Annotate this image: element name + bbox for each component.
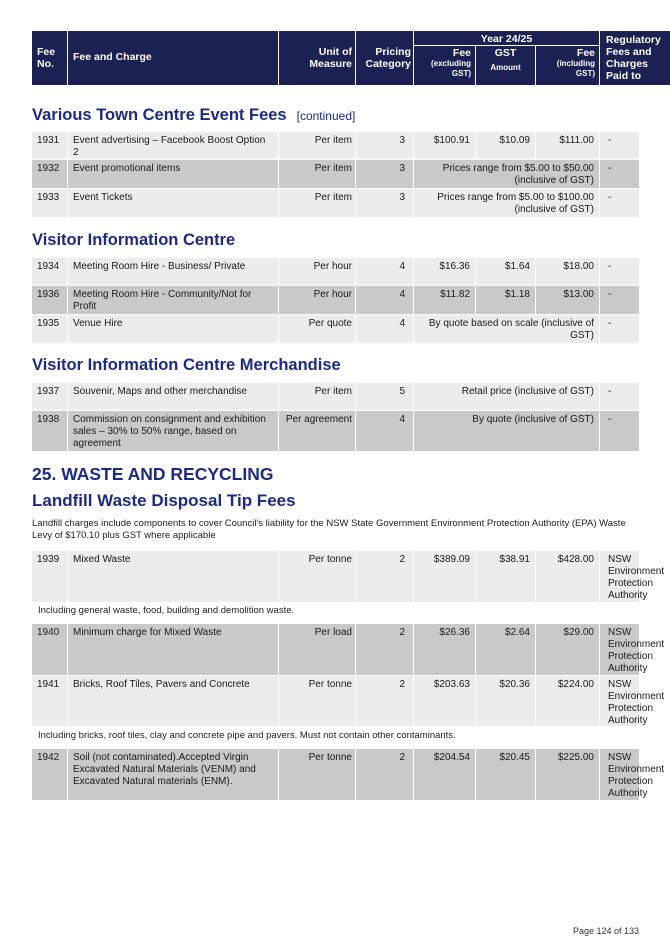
fee-incl-gst: $29.00 xyxy=(536,624,599,675)
pricing-category: 3 xyxy=(356,189,413,217)
fee-number: 1940 xyxy=(32,624,67,675)
price-range-text: By quote based on scale (inclusive of GST) xyxy=(414,315,599,343)
regulatory-paid-to: - xyxy=(600,132,639,159)
fee-excl-gst: $100.91 xyxy=(414,132,475,159)
fee-description: Meeting Room Hire - Business/ Private xyxy=(68,258,278,285)
section-title-visitor-merchandise: Visitor Information Centre Merchandise xyxy=(32,356,341,374)
pricing-category: 4 xyxy=(356,286,413,314)
section-title-landfill-fees: Landfill Waste Disposal Tip Fees xyxy=(32,491,296,510)
fee-incl-gst: $111.00 xyxy=(536,132,599,159)
regulatory-paid-to: - xyxy=(600,315,639,343)
unit-of-measure: Per hour xyxy=(279,258,355,285)
header-fee2-label: Fee xyxy=(576,47,595,59)
fee-description: Mixed Waste xyxy=(68,551,278,602)
unit-of-measure: Per quote xyxy=(279,315,355,343)
gst-amount: $20.45 xyxy=(476,749,535,800)
header-fee-incl xyxy=(536,46,599,85)
table-row xyxy=(32,189,639,217)
pricing-category: 3 xyxy=(356,160,413,188)
fee-number: 1934 xyxy=(32,258,67,285)
table-row xyxy=(32,551,665,602)
pricing-category: 5 xyxy=(356,383,413,410)
regulatory-paid-to: NSW Environment Protection Authority xyxy=(600,624,639,675)
table-row xyxy=(32,383,639,410)
fee-excl-gst: $203.63 xyxy=(414,676,475,726)
header-gst xyxy=(476,46,535,85)
regulatory-paid-to: - xyxy=(600,160,639,188)
gst-amount: $20.36 xyxy=(476,676,535,726)
fee-excl-gst: $204.54 xyxy=(414,749,475,800)
regulatory-paid-to: NSW Environment Protection Authority xyxy=(600,749,639,800)
row-note: Including general waste, food, building and demolition waste. xyxy=(38,605,295,616)
fee-description: Minimum charge for Mixed Waste xyxy=(68,624,278,675)
header-fee-no: Fee No. xyxy=(32,31,67,85)
unit-of-measure: Per item xyxy=(279,383,355,410)
pricing-category: 4 xyxy=(356,411,413,451)
table-row xyxy=(32,132,639,159)
unit-of-measure: Per tonne xyxy=(279,749,355,800)
fee-description: Venue Hire xyxy=(68,315,278,343)
fee-excl-gst: $11.82 xyxy=(414,286,475,314)
price-range-text: Prices range from $5.00 to $50.00 (inclusive of GST) xyxy=(414,160,599,188)
fee-number: 1932 xyxy=(32,160,67,188)
regulatory-paid-to: - xyxy=(600,189,639,217)
pricing-category: 3 xyxy=(356,132,413,159)
unit-of-measure: Per tonne xyxy=(279,551,355,602)
header-pricing-category: Pricing Category xyxy=(356,31,413,85)
table-row xyxy=(32,749,665,800)
fee-description: Event Tickets xyxy=(68,189,278,217)
fee-number: 1931 xyxy=(32,132,67,159)
fee-number: 1935 xyxy=(32,315,67,343)
fee-description: Meeting Room Hire - Community/Not for Profit xyxy=(68,286,278,314)
regulatory-paid-to: NSW Environment Protection Authority xyxy=(600,551,639,602)
fee-number: 1936 xyxy=(32,286,67,314)
header-gst-label: GST xyxy=(494,47,517,59)
fee-incl-gst: $18.00 xyxy=(536,258,599,285)
fee-number: 1939 xyxy=(32,551,67,602)
section-title-visitor-centre: Visitor Information Centre xyxy=(32,231,236,249)
unit-of-measure: Per item xyxy=(279,189,355,217)
fee-incl-gst: $13.00 xyxy=(536,286,599,314)
table-row xyxy=(32,286,639,314)
header-fee-excl xyxy=(414,46,475,85)
header-regulatory: Regulatory Fees and Charges Paid to xyxy=(600,31,670,85)
unit-of-measure: Per item xyxy=(279,132,355,159)
pricing-category: 4 xyxy=(356,258,413,285)
page-number: Page 124 of 133 xyxy=(572,926,639,936)
pricing-category: 2 xyxy=(356,624,413,675)
fee-description: Bricks, Roof Tiles, Pavers and Concrete xyxy=(68,676,278,726)
fee-excl-gst: $26.36 xyxy=(414,624,475,675)
table-row xyxy=(32,624,665,675)
fee-number: 1933 xyxy=(32,189,67,217)
regulatory-paid-to: - xyxy=(600,383,639,410)
price-range-text: By quote (inclusive of GST) xyxy=(414,411,599,451)
fee-incl-gst: $224.00 xyxy=(536,676,599,726)
pricing-category: 2 xyxy=(356,676,413,726)
unit-of-measure: Per agreement xyxy=(279,411,355,451)
header-unit-of-measure: Unit of Measure xyxy=(279,31,355,85)
section-description: Landfill charges include components to cover Council's liability for the NSW State Government Environment Protection Authority (EPA) Waste Levy of $170.10 plus GST where applicable xyxy=(32,518,626,541)
table-row xyxy=(32,315,639,343)
section-title-town-centre-events xyxy=(32,106,355,125)
fee-incl-gst: $225.00 xyxy=(536,749,599,800)
unit-of-measure: Per hour xyxy=(279,286,355,314)
regulatory-paid-to: - xyxy=(600,258,639,285)
table-row xyxy=(32,676,665,726)
unit-of-measure: Per tonne xyxy=(279,676,355,726)
pricing-category: 2 xyxy=(356,551,413,602)
fee-number: 1942 xyxy=(32,749,67,800)
table-row xyxy=(32,258,639,285)
regulatory-paid-to: - xyxy=(600,286,639,314)
gst-amount: $10.09 xyxy=(476,132,535,159)
table-row xyxy=(32,160,639,188)
gst-amount: $2.64 xyxy=(476,624,535,675)
price-range-text: Prices range from $5.00 to $100.00 (inclusive of GST) xyxy=(414,189,599,217)
gst-amount: $1.64 xyxy=(476,258,535,285)
unit-of-measure: Per item xyxy=(279,160,355,188)
fee-incl-gst: $428.00 xyxy=(536,551,599,602)
row-note: Including bricks, roof tiles, clay and concrete pipe and pavers. Must not contain other contaminants. xyxy=(38,730,456,741)
table-row xyxy=(32,411,639,451)
header-year: Year 24/25 xyxy=(414,31,599,45)
chapter-title-waste-recycling: 25. WASTE AND RECYCLING xyxy=(32,464,274,484)
unit-of-measure: Per load xyxy=(279,624,355,675)
fee-description: Souvenir, Maps and other merchandise xyxy=(68,383,278,410)
price-range-text: Retail price (inclusive of GST) xyxy=(414,383,599,410)
header-amount-label: Amount xyxy=(490,63,521,72)
pricing-category: 2 xyxy=(356,749,413,800)
regulatory-paid-to: - xyxy=(600,411,639,451)
section-title-text: Various Town Centre Event Fees xyxy=(32,106,287,124)
fee-description: Commission on consignment and exhibition sales – 30% to 50% range, based on agreement xyxy=(68,411,278,451)
gst-amount: $1.18 xyxy=(476,286,535,314)
fee-excl-gst: $389.09 xyxy=(414,551,475,602)
table-header xyxy=(32,31,661,85)
header-fee-and-charge: Fee and Charge xyxy=(68,31,278,85)
fee-description: Event advertising – Facebook Boost Option 2 xyxy=(68,132,278,159)
continued-label: [continued] xyxy=(296,109,356,123)
fee-description: Event promotional items xyxy=(68,160,278,188)
regulatory-paid-to: NSW Environment Protection Authority xyxy=(600,676,639,726)
gst-amount: $38.91 xyxy=(476,551,535,602)
fee-excl-gst: $16.36 xyxy=(414,258,475,285)
pricing-category: 4 xyxy=(356,315,413,343)
fee-number: 1937 xyxy=(32,383,67,410)
header-incl-label: (including GST) xyxy=(556,59,595,78)
fee-description: Soil (not contaminated).Accepted Virgin Excavated Natural Materials (VENM) and Excavated Natural materials (ENM). xyxy=(68,749,278,800)
header-fee-label: Fee xyxy=(452,47,471,59)
header-excl-label: (excluding GST) xyxy=(430,59,471,78)
fee-number: 1941 xyxy=(32,676,67,726)
fee-number: 1938 xyxy=(32,411,67,451)
